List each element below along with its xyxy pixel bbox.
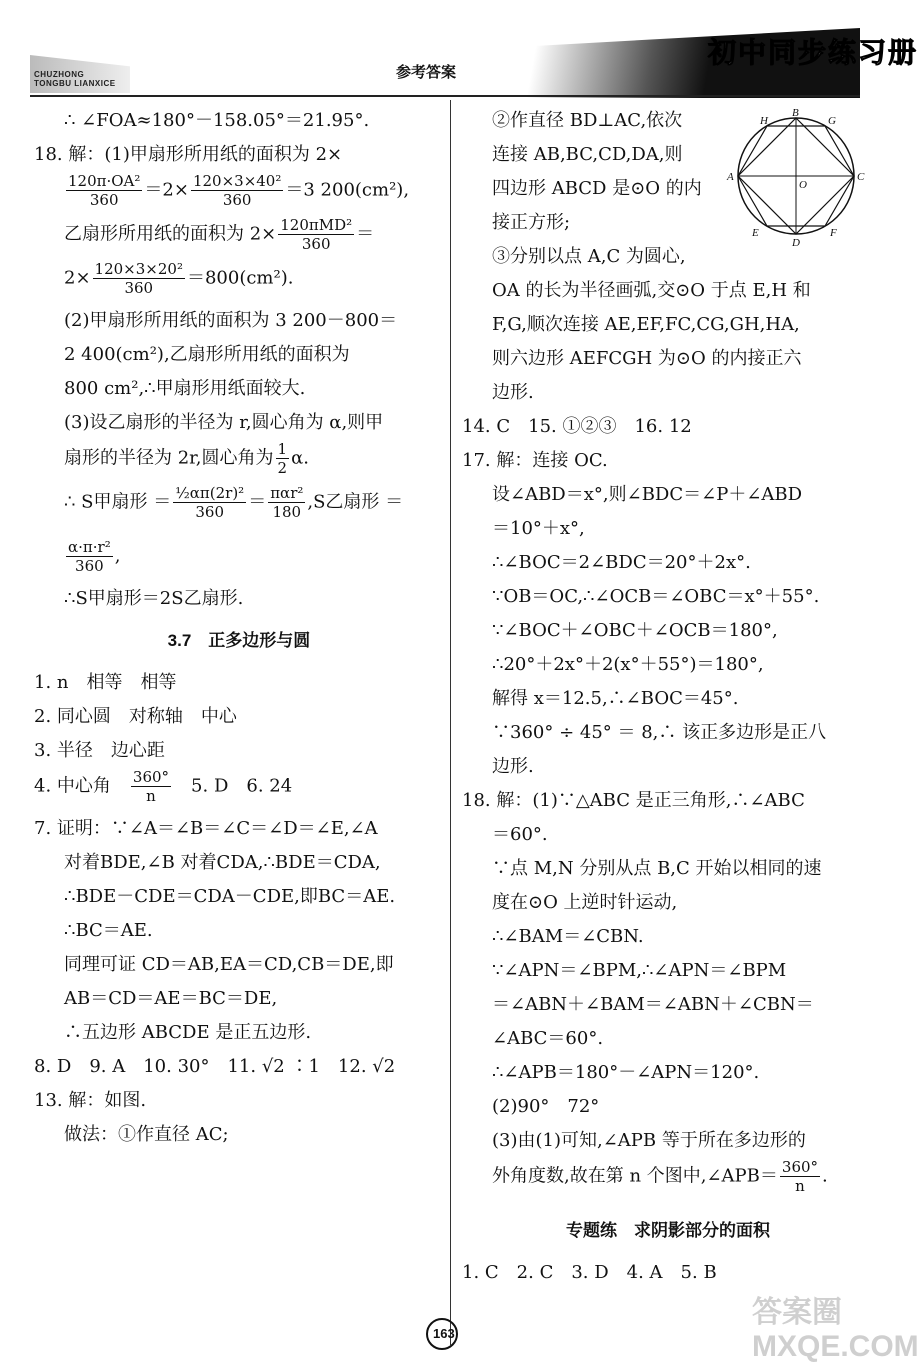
text-line: ∠ABC＝60°. (492, 1028, 604, 1049)
text-line: ∵360° ÷ 45° ＝ 8,∴ 该正多边形是正八 (492, 722, 827, 743)
text-line: 度在⊙O 上逆时针运动, (492, 892, 678, 913)
header-subtitle-line1: CHUZHONG (34, 70, 85, 79)
text-line: ∴ ∠FOA≈180°－158.05°＝21.95°. (64, 110, 370, 131)
text-line: ∴∠APB＝180°－∠APN＝120°. (492, 1062, 760, 1083)
text-line: 3. 半径 边心距 (34, 740, 165, 761)
formula-line: 扇形的半径为 2r,圆心角为 $\frac{1}{2}$ α. (64, 440, 309, 477)
text-line: 则六边形 AEFCGH 为⊙O 的内接正六 (492, 348, 802, 369)
text-line: 边形. (492, 756, 534, 777)
page-number: 163 (433, 1326, 455, 1341)
formula-line: 4. 中心角 $\frac{360^\circ}{n}$ 5. D 6. 24 (34, 768, 293, 805)
formula-line: 外角度数,故在第 n 个图中,∠APB＝ $\frac{360^\circ}{n}$ . (492, 1158, 828, 1195)
text-line: F,G,顺次连接 AE,EF,FC,CG,GH,HA, (492, 314, 800, 335)
text-line: ＝10°＋x°, (492, 518, 585, 539)
text-line: (3)由(1)可知,∠APB 等于所在多边形的 (492, 1130, 806, 1151)
formula-line: $\frac{\text{α·π·r²}}{360}$ , (68, 538, 121, 575)
text-line: 17. 解：连接 OC. (462, 450, 608, 471)
text-line: ∴20°＋2x°＋2(x°＋55°)＝180°, (492, 654, 764, 675)
text-line: 8. D 9. A 10. 30° 11. √2 ∶1 12. √2 (34, 1056, 396, 1077)
text-line: AB＝CD＝AE＝BC＝DE, (64, 988, 278, 1009)
text-line: 接正方形; (492, 212, 571, 233)
text-line: ②作直径 BD⊥AC,依次 (492, 110, 683, 131)
text-line: 2. 同心圆 对称轴 中心 (34, 706, 237, 727)
fraction: $\frac{\text{παr²}}{180}$ (270, 484, 304, 521)
text-line: OA 的长为半径画弧,交⊙O 于点 E,H 和 (492, 280, 811, 301)
formula-line: 2× $\frac{\text{120×3×20²}}{360}$ ＝800(cm²). (64, 260, 294, 297)
section-title: 3.7 正多边形与圆 (167, 631, 311, 650)
text-line: 14. C 15. ①②③ 16. 12 (462, 416, 692, 437)
text-line: ∴∠BOC＝2∠BDC＝20°＋2x°. (492, 552, 751, 573)
text-line: (2)甲扇形所用纸的面积为 3 200－800＝ (64, 310, 398, 331)
text-line: ③分别以点 A,C 为圆心, (492, 246, 686, 267)
text-line: ＝∠ABN＋∠BAM＝∠ABN＋∠CBN＝ (492, 994, 814, 1015)
text-line: ∵∠BOC＋∠OBC＋∠OCB＝180°, (492, 620, 778, 641)
label-e: E (752, 227, 759, 239)
fraction: $\frac{360^\circ}{n}$ (132, 768, 170, 805)
text-line: ∴S甲扇形＝2S乙扇形. (64, 588, 244, 609)
text-line: 做法：①作直径 AC; (64, 1124, 229, 1145)
formula-line: 乙扇形所用纸的面积为 2× $\frac{\text{120πMD²}}{360}$ ＝ (64, 216, 375, 253)
text-line: ∴BC＝AE. (64, 920, 153, 941)
formula-line: $\frac{\text{120π·OA²}}{360}$ ＝2× $\frac{\text{120×3×40²}}{360}$ ＝3 200(cm²), (68, 172, 410, 209)
text-line: 7. 证明：∵∠A＝∠B＝∠C＝∠D＝∠E,∠A (34, 818, 378, 839)
text-line: ∴五边形 ABCDE 是正五边形. (64, 1022, 312, 1043)
label-d: D (792, 237, 800, 248)
fraction: $\frac{\text{120×3×20²}}{360}$ (94, 260, 183, 297)
label-f: F (830, 227, 837, 239)
header-rule (30, 95, 860, 97)
fraction: $\frac{\text{120×3×40²}}{360}$ (192, 172, 282, 209)
label-c: C (857, 171, 865, 183)
label-a: A (727, 171, 734, 183)
text-line: 连接 AB,BC,CD,DA,则 (492, 144, 683, 165)
text-line: ∵点 M,N 分别从点 B,C 开始以相同的速 (492, 858, 822, 879)
text-line: 四边形 ABCD 是⊙O 的内 (492, 178, 702, 199)
text-line: 1. n 相等 相等 (34, 672, 177, 693)
text-line: 设∠ABD＝x°,则∠BDC＝∠P＋∠ABD (492, 484, 803, 505)
column-divider (450, 100, 451, 1345)
text-line: 18. 解：(1)∵△ABC 是正三角形,∴∠ABC (462, 790, 805, 811)
text-line: ∵OB＝OC,∴∠OCB＝∠OBC＝x°＋55°. (492, 586, 820, 607)
text-line: 同理可证 CD＝AB,EA＝CD,CB＝DE,即 (64, 954, 394, 975)
page-title: 参考答案 (396, 64, 457, 81)
header-brand: 初中同步练习册 (708, 37, 919, 68)
watermark: 答案圈 MXQE.COM (752, 1296, 919, 1363)
fraction: $\frac{\text{120π·OA²}}{360}$ (68, 172, 141, 209)
fraction: $\frac{\text{α·π·r²}}{360}$ (68, 538, 111, 575)
text-line: ∴BDE－CDE＝CDA－CDE,即BC＝AE. (64, 886, 396, 907)
label-o: O (799, 179, 807, 191)
text-line: 2 400(cm²),乙扇形所用纸的面积为 (64, 344, 350, 365)
text-line: 解得 x＝12.5,∴∠BOC＝45°. (492, 688, 739, 709)
text-line: 1. C 2. C 3. D 4. A 5. B (462, 1262, 717, 1283)
section-title: 专题练 求阴影部分的面积 (566, 1221, 770, 1240)
text-line: ∴∠BAM＝∠CBN. (492, 926, 644, 947)
label-g: G (828, 115, 836, 127)
text-line: (3)设乙扇形的半径为 r,圆心角为 α,则甲 (64, 412, 384, 433)
text-line: ∵∠APN＝∠BPM,∴∠APN＝∠BPM (492, 960, 787, 981)
circle-polygon-diagram (724, 108, 874, 248)
label-h: H (760, 115, 768, 127)
header-subtitle-line2: TONGBU LIANXICE (34, 79, 116, 88)
fraction: $\frac{\text{½απ(2r)²}}{360}$ (175, 484, 245, 521)
formula-line: ∴ S甲扇形 ＝ $\frac{\text{½απ(2r)²}}{360}$ ＝ $\frac{\text{παr²}}{180}$ ,S乙扇形 ＝ (64, 484, 404, 521)
text-line: 800 cm²,∴甲扇形用纸面较大. (64, 378, 306, 399)
fraction: $\frac{1}{2}$ (277, 440, 288, 477)
text-line: ＝60°. (492, 824, 548, 845)
text-line: (2)90° 72° (492, 1096, 600, 1117)
right-column (462, 104, 874, 1290)
text-line: 18. 解：(1)甲扇形所用纸的面积为 2× (34, 144, 343, 165)
fraction: $\frac{360^\circ}{n}$ (781, 1158, 819, 1195)
text-line: 边形. (492, 382, 534, 403)
left-column (34, 104, 444, 1152)
fraction: $\frac{\text{120πMD²}}{360}$ (280, 216, 353, 253)
text-line: 13. 解：如图. (34, 1090, 147, 1111)
label-b: B (792, 108, 799, 119)
text-line: 对着BDE,∠B 对着CDA,∴BDE＝CDA, (64, 852, 381, 873)
header-subtitle (34, 70, 116, 88)
